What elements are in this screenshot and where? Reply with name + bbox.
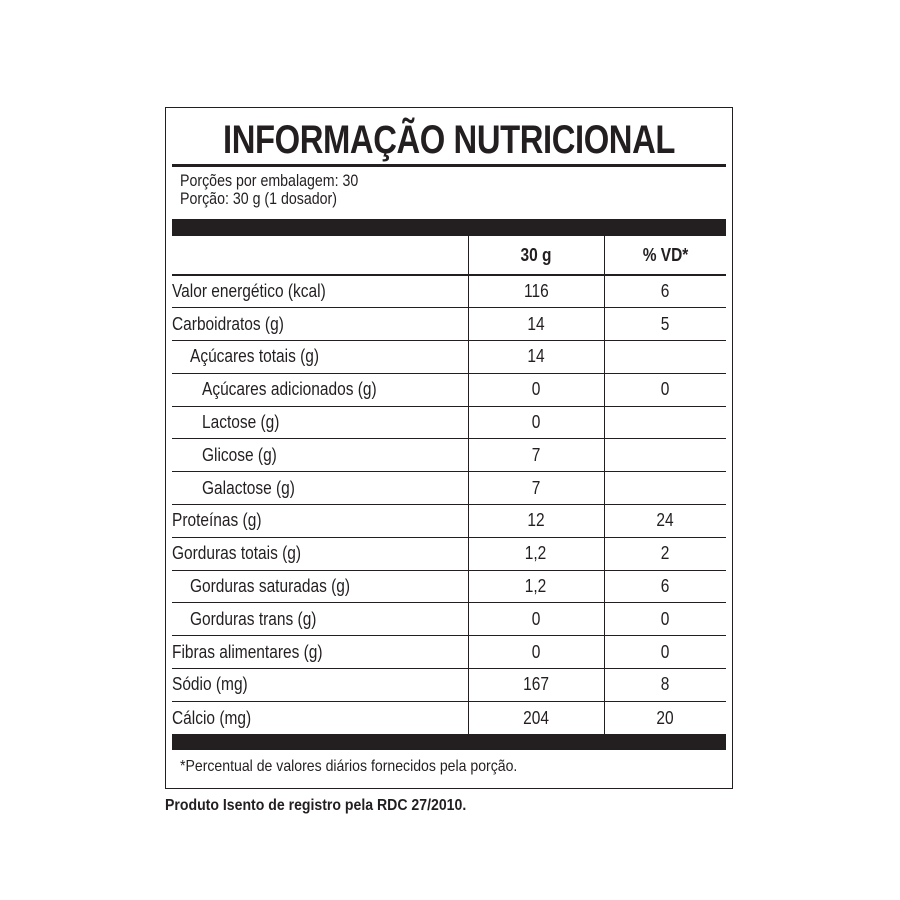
nutrient-name: Carboidratos (g) bbox=[172, 313, 284, 334]
table-row bbox=[172, 537, 726, 570]
column-header-dv-label: % VD* bbox=[642, 244, 689, 265]
nutrient-dv-cell bbox=[604, 570, 726, 603]
nutrient-amount-cell bbox=[468, 537, 604, 570]
title-rule bbox=[172, 164, 726, 167]
nutrient-amount-cell bbox=[468, 603, 604, 636]
nutrient-dv-cell bbox=[604, 406, 726, 439]
nutrient-name-cell bbox=[172, 341, 468, 374]
table-row bbox=[172, 439, 726, 472]
table-row bbox=[172, 570, 726, 603]
nutrient-name-cell bbox=[172, 701, 468, 734]
table-header-row bbox=[172, 236, 726, 275]
nutrient-amount: 167 bbox=[523, 674, 549, 695]
nutrient-name: Gorduras saturadas (g) bbox=[190, 576, 351, 597]
serving-info bbox=[180, 172, 358, 208]
nutrient-dv: 8 bbox=[660, 674, 670, 695]
nutrient-dv-cell bbox=[604, 603, 726, 636]
table-row bbox=[172, 373, 726, 406]
nutrient-amount: 0 bbox=[531, 641, 541, 662]
nutrient-amount-cell bbox=[468, 406, 604, 439]
nutrient-name-cell bbox=[172, 406, 468, 439]
nutrient-amount-cell bbox=[468, 308, 604, 341]
nutrient-name: Proteínas (g) bbox=[172, 510, 262, 531]
table-row bbox=[172, 636, 726, 669]
table-row bbox=[172, 406, 726, 439]
nutrient-amount-cell bbox=[468, 373, 604, 406]
nutrition-table bbox=[172, 236, 726, 734]
nutrient-name: Glicose (g) bbox=[202, 444, 277, 465]
table-row bbox=[172, 308, 726, 341]
nutrient-name: Galactose (g) bbox=[202, 477, 295, 498]
nutrient-name: Fibras alimentares (g) bbox=[172, 641, 323, 662]
table-row bbox=[172, 341, 726, 374]
table-row bbox=[172, 603, 726, 636]
nutrient-name-cell bbox=[172, 505, 468, 538]
nutrient-name: Gorduras totais (g) bbox=[172, 543, 302, 564]
nutrient-dv: 5 bbox=[660, 313, 670, 334]
nutrient-dv: 2 bbox=[660, 543, 670, 564]
nutrient-amount: 7 bbox=[531, 444, 541, 465]
nutrient-name: Valor energético (kcal) bbox=[172, 281, 326, 302]
nutrient-amount-cell bbox=[468, 275, 604, 308]
nutrient-dv-cell bbox=[604, 537, 726, 570]
nutrient-dv-cell bbox=[604, 701, 726, 734]
header-empty-cell bbox=[172, 236, 468, 275]
nutrient-dv: 0 bbox=[660, 641, 670, 662]
nutrient-name: Cálcio (mg) bbox=[172, 707, 252, 728]
nutrient-dv-cell bbox=[604, 308, 726, 341]
nutrient-dv-cell bbox=[604, 669, 726, 702]
nutrient-dv: 24 bbox=[656, 510, 674, 531]
nutrient-name-cell bbox=[172, 275, 468, 308]
nutrient-name: Sódio (mg) bbox=[172, 674, 248, 695]
nutrient-name-cell bbox=[172, 636, 468, 669]
nutrient-amount: 0 bbox=[531, 412, 541, 433]
nutrient-dv: 6 bbox=[660, 281, 670, 302]
nutrient-dv-cell bbox=[604, 373, 726, 406]
nutrient-amount: 7 bbox=[531, 477, 541, 498]
nutrient-amount-cell bbox=[468, 341, 604, 374]
nutrient-amount-cell bbox=[468, 669, 604, 702]
serving-size: Porção: 30 g (1 dosador) bbox=[180, 190, 337, 208]
nutrient-amount: 116 bbox=[523, 281, 549, 302]
column-header-amount bbox=[468, 236, 604, 275]
nutrient-amount: 0 bbox=[531, 608, 541, 629]
table-row bbox=[172, 472, 726, 505]
nutrient-amount: 1,2 bbox=[525, 576, 547, 597]
nutrient-amount-cell bbox=[468, 472, 604, 505]
bottom-thick-bar bbox=[172, 734, 726, 750]
nutrient-name-cell bbox=[172, 439, 468, 472]
nutrient-dv: 6 bbox=[660, 576, 670, 597]
column-header-amount-label: 30 g bbox=[520, 244, 552, 265]
nutrient-dv-cell bbox=[604, 439, 726, 472]
nutrient-amount: 14 bbox=[527, 313, 545, 334]
nutrient-amount-cell bbox=[468, 439, 604, 472]
footnote: *Percentual de valores diários fornecidos pela porção. bbox=[180, 758, 518, 775]
registry-note: Produto Isento de registro pela RDC 27/2010. bbox=[165, 797, 467, 814]
nutrient-name-cell bbox=[172, 537, 468, 570]
column-header-dv bbox=[604, 236, 726, 275]
nutrient-name: Açúcares adicionados (g) bbox=[202, 379, 377, 400]
nutrient-amount: 14 bbox=[527, 346, 545, 367]
nutrient-name-cell bbox=[172, 308, 468, 341]
nutrient-amount: 12 bbox=[527, 510, 545, 531]
nutrient-name-cell bbox=[172, 570, 468, 603]
nutrient-amount: 1,2 bbox=[525, 543, 547, 564]
nutrient-dv: 0 bbox=[660, 608, 670, 629]
nutrient-name: Lactose (g) bbox=[202, 412, 280, 433]
nutrient-name-cell bbox=[172, 472, 468, 505]
nutrient-dv-cell bbox=[604, 275, 726, 308]
label-title: INFORMAÇÃO NUTRICIONAL bbox=[223, 118, 675, 162]
nutrient-dv-cell bbox=[604, 341, 726, 374]
servings-per-package: Porções por embalagem: 30 bbox=[180, 172, 359, 190]
nutrient-name: Gorduras trans (g) bbox=[190, 608, 317, 629]
table-row bbox=[172, 701, 726, 734]
nutrient-dv-cell bbox=[604, 636, 726, 669]
nutrient-name: Açúcares totais (g) bbox=[190, 346, 320, 367]
nutrient-amount: 0 bbox=[531, 379, 541, 400]
nutrient-dv-cell bbox=[604, 472, 726, 505]
nutrient-dv: 0 bbox=[660, 379, 670, 400]
nutrient-amount-cell bbox=[468, 505, 604, 538]
nutrient-dv-cell bbox=[604, 505, 726, 538]
table-row bbox=[172, 505, 726, 538]
table-row bbox=[172, 669, 726, 702]
nutrient-name-cell bbox=[172, 373, 468, 406]
table-row bbox=[172, 275, 726, 308]
nutrient-amount-cell bbox=[468, 570, 604, 603]
nutrient-name-cell bbox=[172, 669, 468, 702]
nutrient-dv: 20 bbox=[656, 707, 674, 728]
nutrient-amount: 204 bbox=[523, 707, 549, 728]
nutrient-amount-cell bbox=[468, 701, 604, 734]
top-thick-bar bbox=[172, 219, 726, 236]
nutrition-facts-label bbox=[165, 107, 733, 789]
nutrient-amount-cell bbox=[468, 636, 604, 669]
nutrient-name-cell bbox=[172, 603, 468, 636]
